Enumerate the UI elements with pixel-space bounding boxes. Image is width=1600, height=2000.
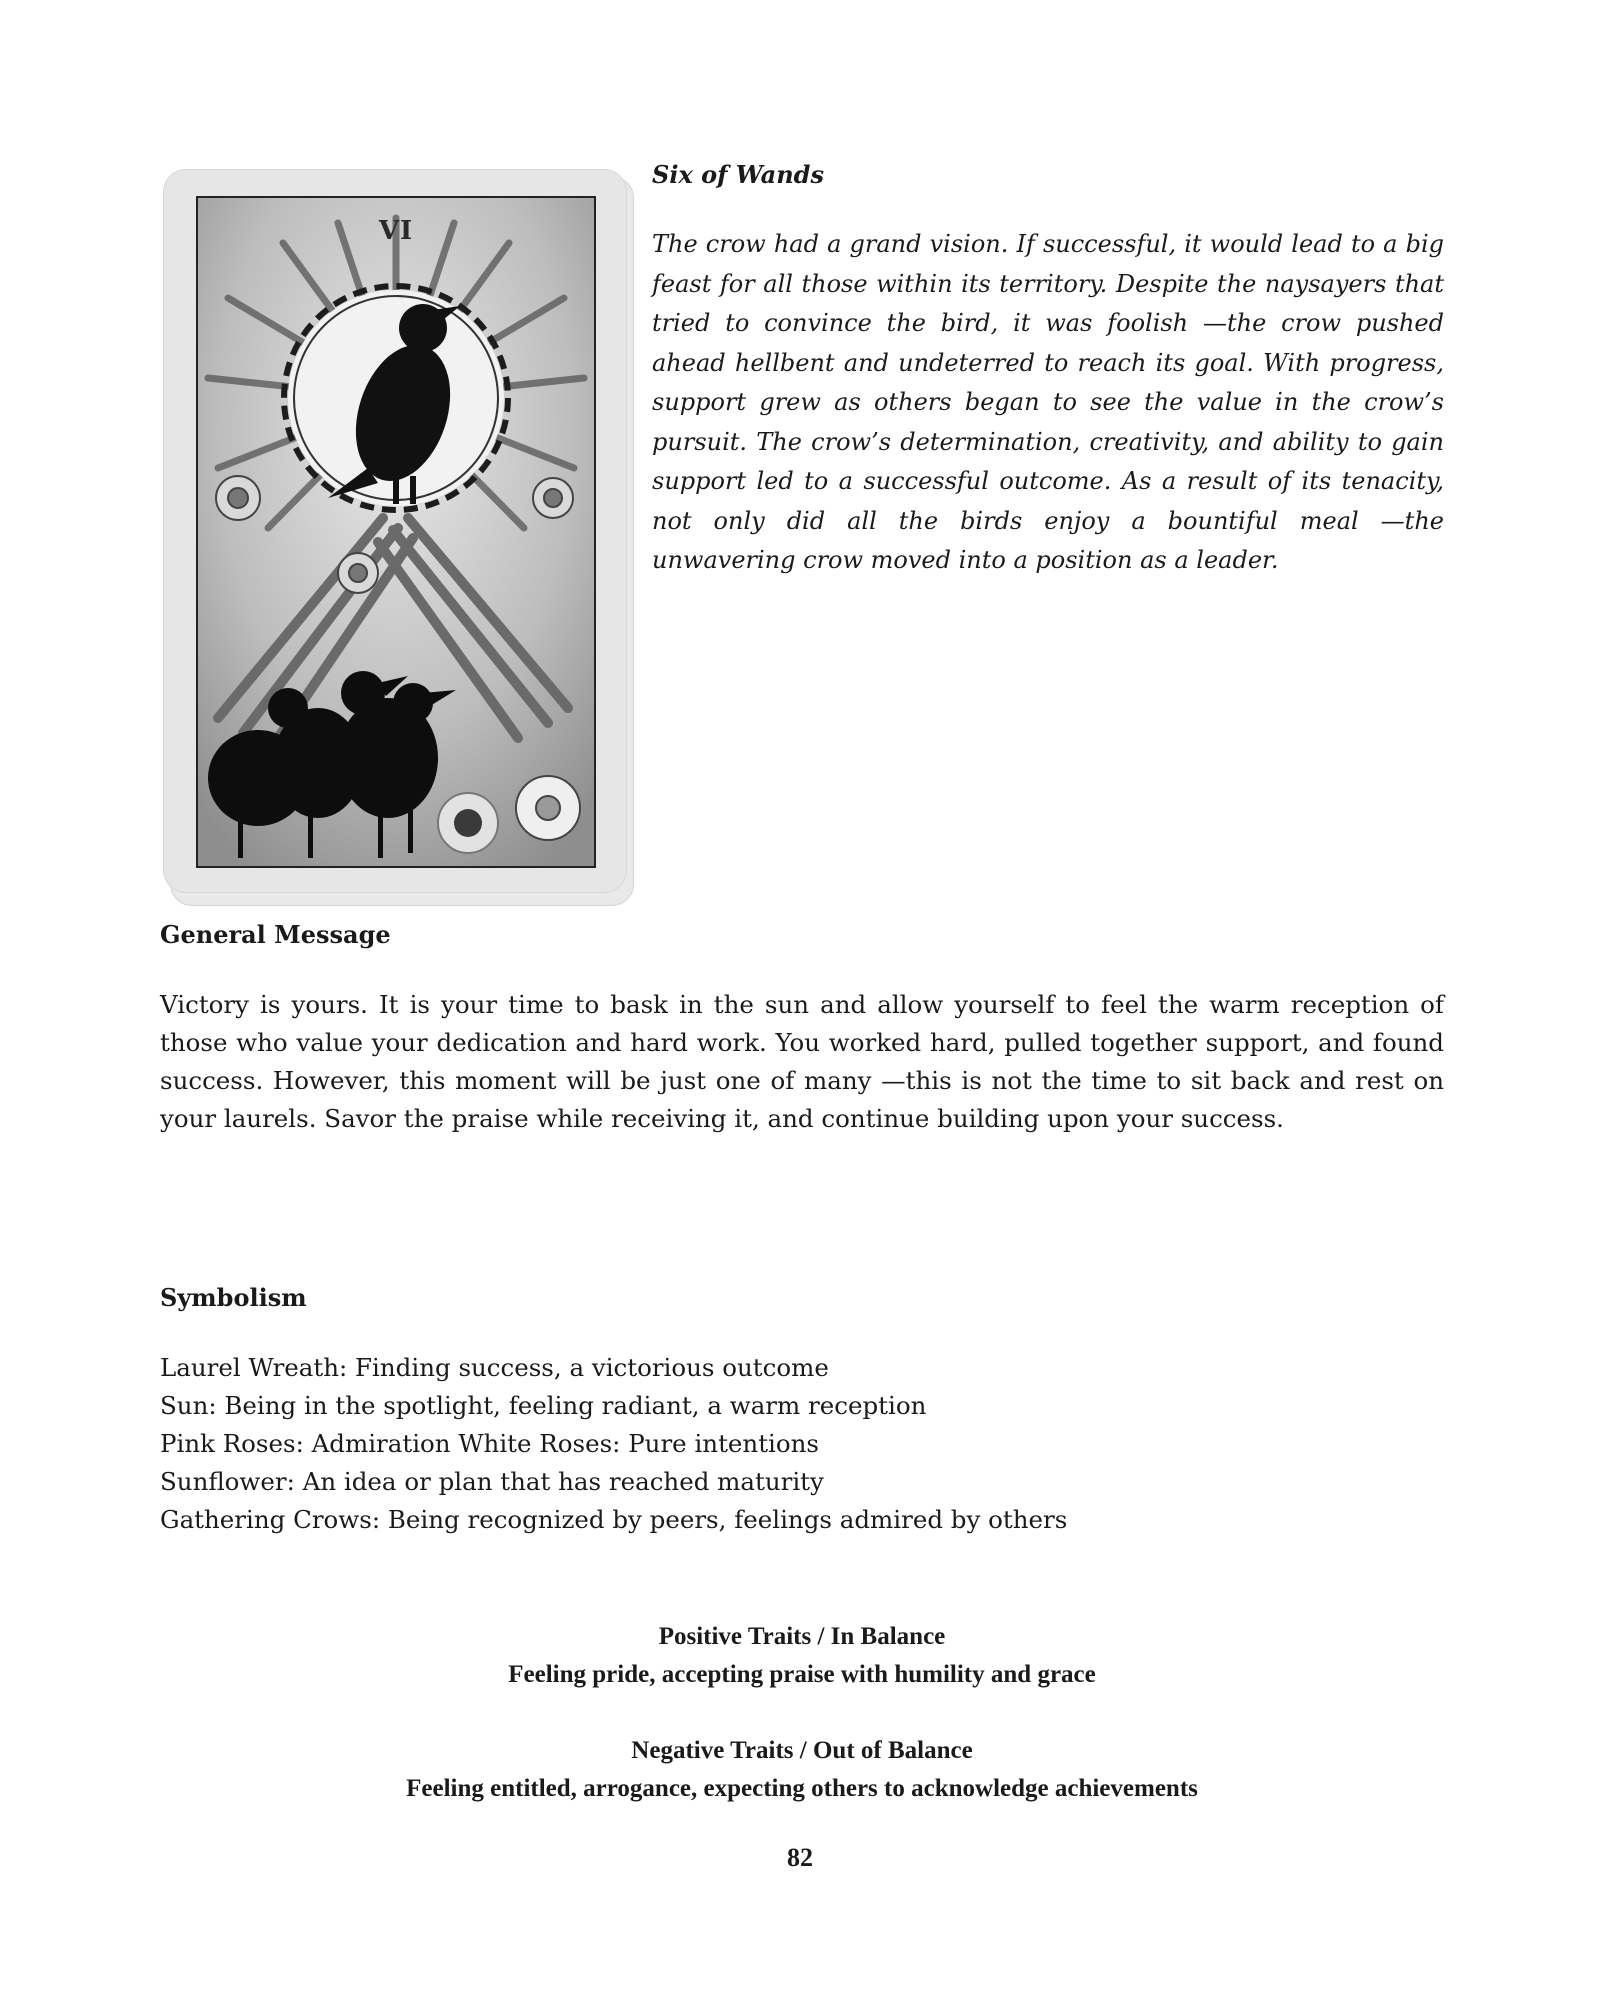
- symbolism-section: [160, 1283, 1444, 1539]
- sunflower-icon: [438, 793, 498, 853]
- tarot-card-image: [164, 170, 634, 905]
- negative-traits-text: Feeling entitled, arrogance, expecting others to acknowledge achievements: [406, 1775, 1198, 1802]
- symbolism-item: Pink Roses: Admiration White Roses: Pure intentions: [160, 1429, 819, 1458]
- card-numeral: VI: [378, 216, 414, 246]
- positive-traits-text: Feeling pride, accepting praise with humility and grace: [508, 1661, 1096, 1688]
- tarot-card: [164, 170, 626, 892]
- story-paragraph: The crow had a grand vision. If successful, it would lead to a big feast for all those within its territory. Despite the naysayers that tried to convince the bird, it was foolish —the crow pushed ahead hellbent and undeterred to reach its goal. With progress, support grew as others began to see the value in the crow’s pursuit. The crow’s determination, creativity, and ability to gain support led to a successful outcome. As a result of its tenacity, not only did all the birds enjoy a bountiful meal —the unwavering crow moved into a position as a leader.: [652, 230, 1444, 574]
- general-message-section: [160, 920, 1444, 1138]
- traits-section: [160, 1618, 1444, 1808]
- positive-traits-heading: Positive Traits / In Balance: [658, 1623, 946, 1650]
- symbolism-list: [160, 1349, 1444, 1539]
- symbolism-heading: Symbolism: [160, 1283, 307, 1312]
- page-number: 82: [787, 1843, 813, 1872]
- card-title: Six of Wands: [652, 160, 824, 189]
- card-illustration: [196, 196, 596, 868]
- symbolism-item: Sun: Being in the spotlight, feeling radiant, a warm reception: [160, 1391, 927, 1420]
- card-artwork: [198, 198, 594, 866]
- symbolism-item: Gathering Crows: Being recognized by peers, feelings admired by others: [160, 1505, 1068, 1534]
- negative-traits-heading: Negative Traits / Out of Balance: [631, 1737, 973, 1764]
- general-message-text: Victory is yours. It is your time to bask in the sun and allow yourself to feel the warm reception of those who value your dedication and hard work. You worked hard, pulled together support, and found success. However, this moment will be just one of many —this is not the time to sit back and rest on your laurels. Savor the praise while receiving it, and continue building upon your success.: [160, 990, 1444, 1133]
- symbolism-item: Laurel Wreath: Finding success, a victorious outcome: [160, 1353, 829, 1382]
- general-message-heading: General Message: [160, 920, 391, 949]
- card-story: [652, 160, 1444, 581]
- symbolism-item: Sunflower: An idea or plan that has reached maturity: [160, 1467, 824, 1496]
